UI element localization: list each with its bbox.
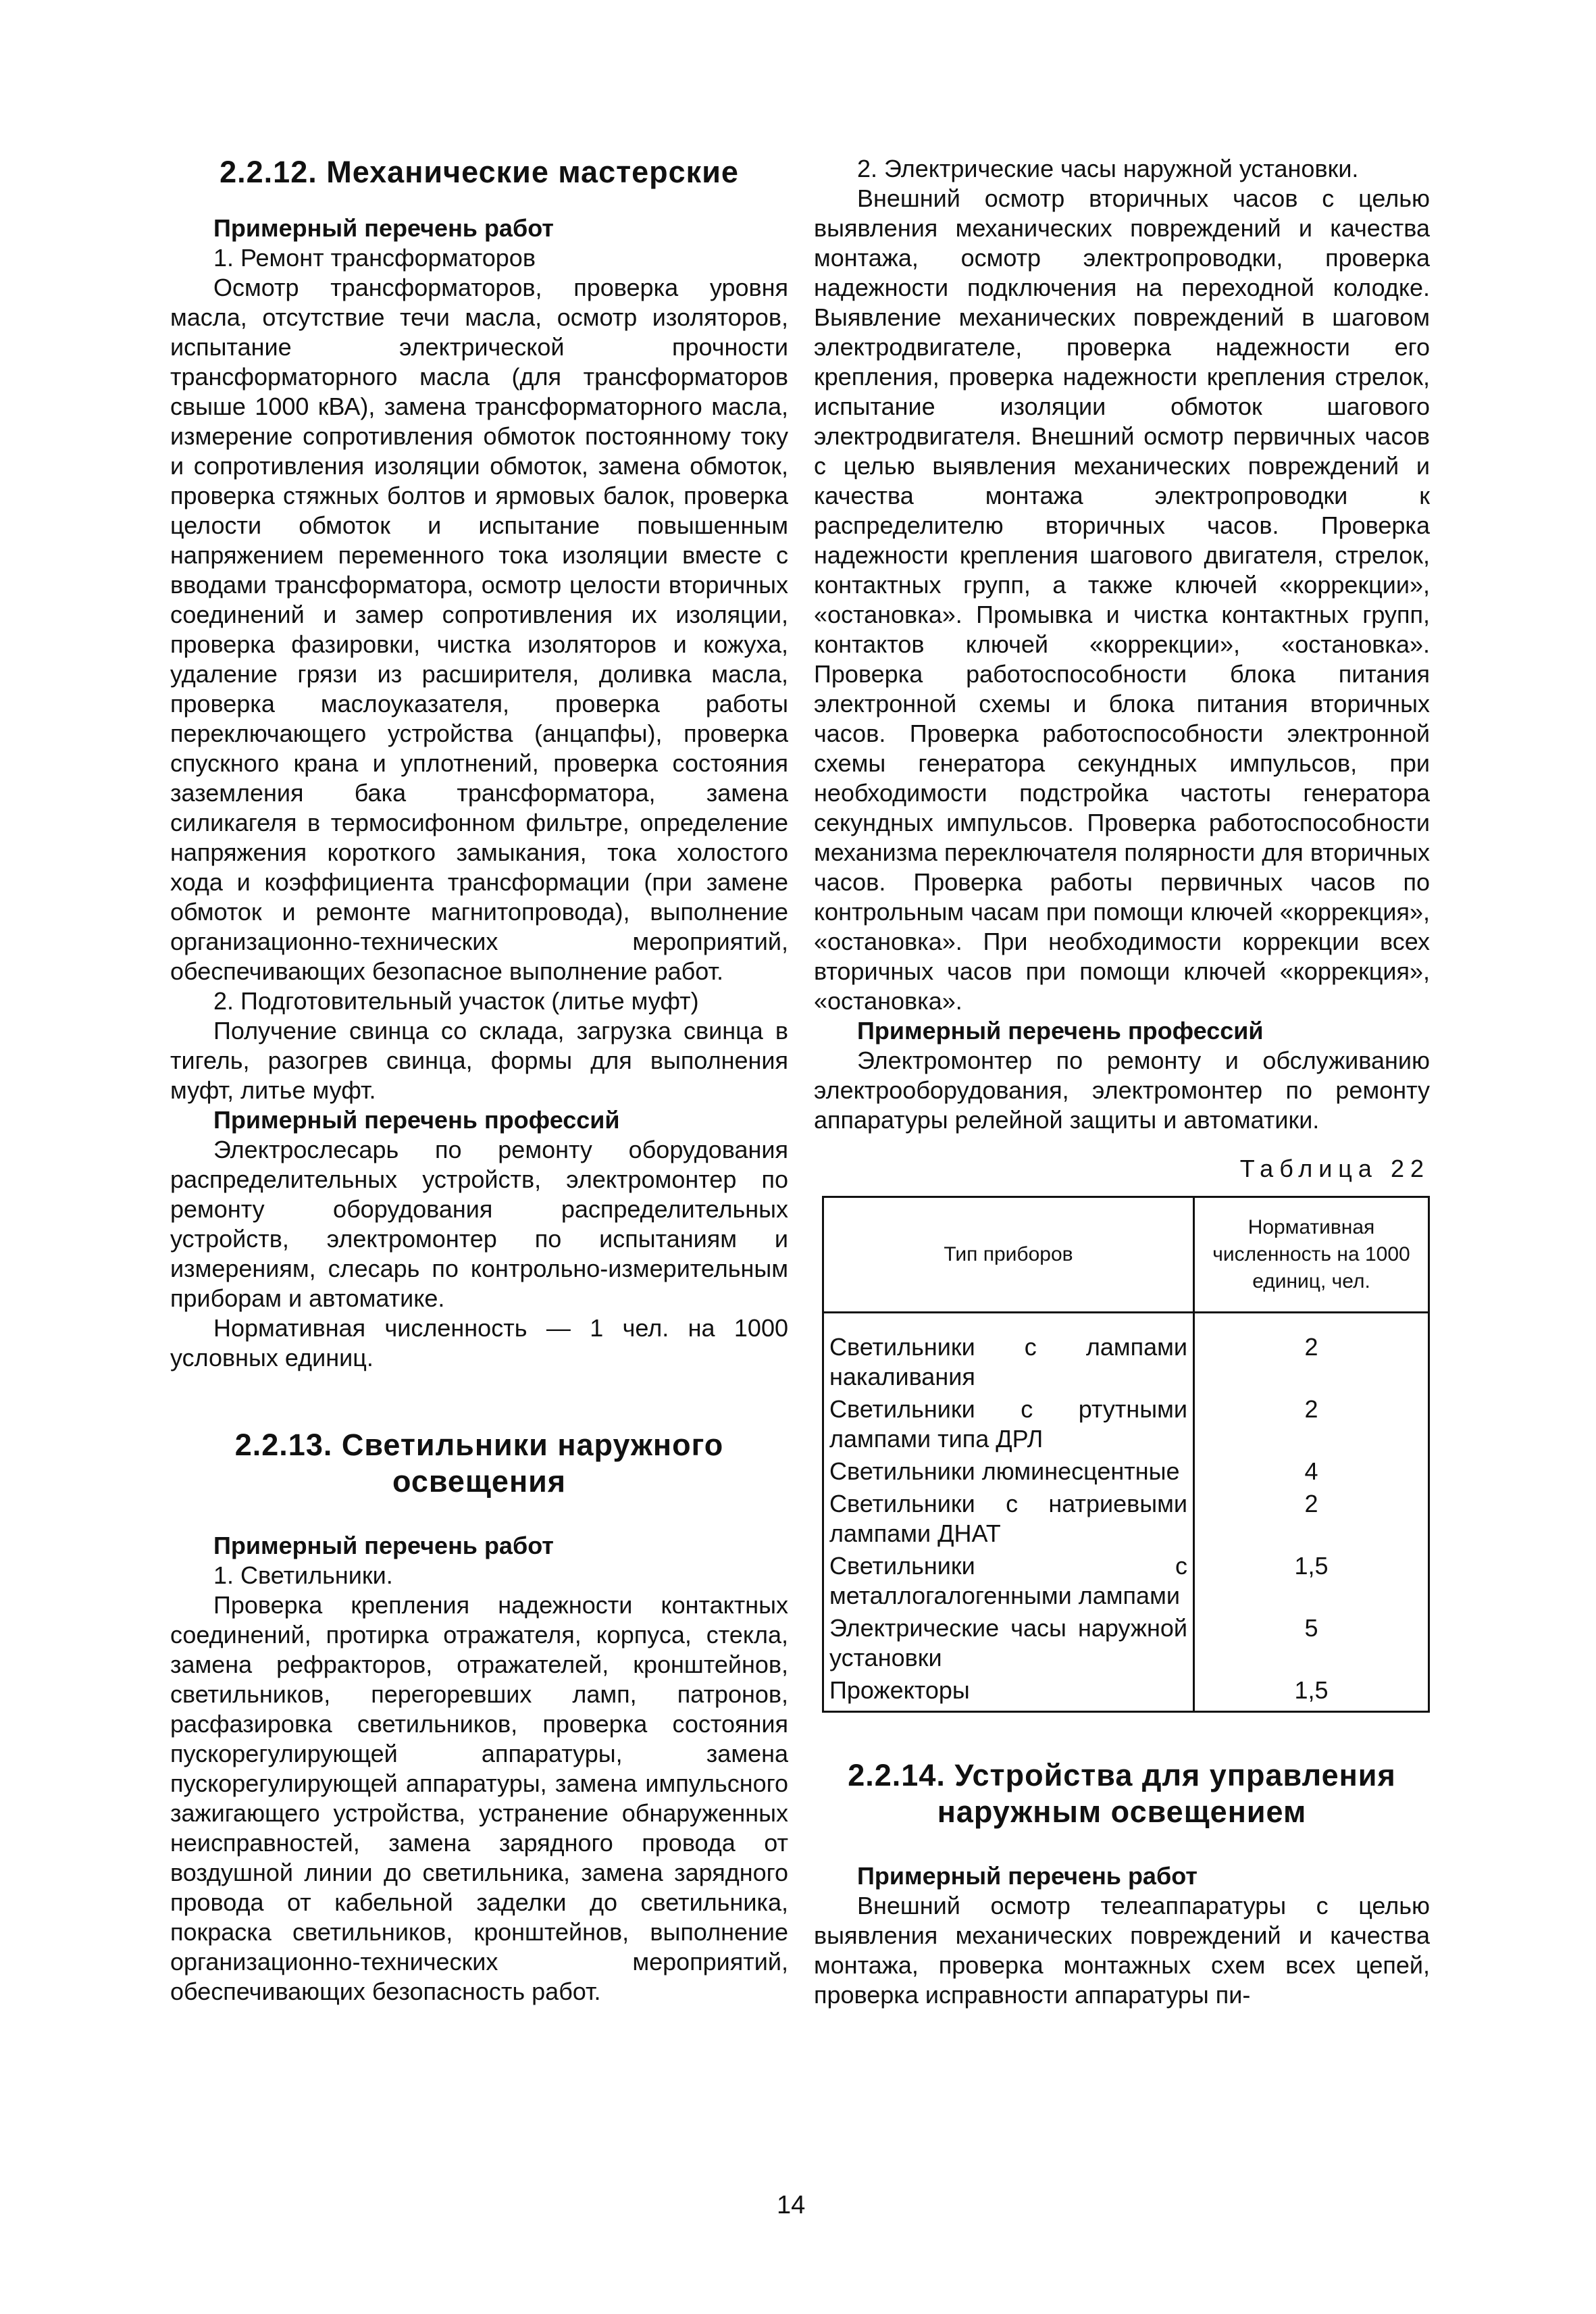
item-heading: 2. Электрические часы наружной установки.: [857, 155, 1359, 182]
col-header-norm: Нормативная численность на 1000 единиц, чел.: [1194, 1197, 1429, 1313]
table-row: [823, 1455, 1429, 1488]
section-2-2-13-title: [170, 1427, 788, 1500]
paragraph: Электромонтер по ремонту и обслуживанию электрооборудования, электромонтер по ремонту аппаратуры релейной защиты и автоматики.: [814, 1047, 1430, 1134]
norm-value: 2: [1194, 1313, 1429, 1394]
table-row: [823, 1488, 1429, 1550]
section-2-2-14-title: [814, 1757, 1430, 1830]
norm-paragraph: Нормативная численность — 1 чел. на 1000 условных единиц.: [170, 1314, 788, 1372]
item-heading: 1. Светильники.: [213, 1561, 393, 1589]
norm-value: 4: [1194, 1455, 1429, 1488]
device-type: Светильники с металлогалогенными лампами: [823, 1550, 1194, 1612]
table-caption: Таблица 22: [1239, 1155, 1430, 1182]
paragraph: Получение свинца со склада, загрузка свинца в тигель, разогрев свинца, формы для выполнения муфт, литье муфт.: [170, 1017, 788, 1104]
paragraph: Осмотр трансформаторов, проверка уровня масла, отсутствие течи масла, осмотр изоляторов, испытание электрической прочности трансформаторного масла (для трансформаторов свыше 1000 кВА), замена трансформаторного масла, измерение сопротивления обмоток постоянному току и сопротивления изоляции обмоток, замена обмоток, проверка стяжных болтов и ярмовых балок, проверка целости обмоток и испытание повышенным напряжением переменного тока изоляции вместе с вводами трансформатора, осмотр целости вторичных соединений и замер сопротивления их изоляции, проверка фазировки, чистка изоляторов и кожуха, удаление грязи из расширителя, доливка масла, проверка маслоуказателя, проверка работы переключающего устройства (анцапфы), проверка спускного крана и уплотнений, проверка состояния заземления бака трансформатора, замена силикагеля в термосифонном фильтре, определение напряжения короткого замыкания, тока холостого хода и коэффициента трансформации (при замене обмоток и ремонте магнитопровода), выполнение организационно-технических мероприятий, обеспечивающих безопасное выполнение работ.: [170, 274, 788, 985]
item-heading: 1. Ремонт трансформаторов: [213, 244, 536, 272]
item-heading: 2. Подготовительный участок (литье муфт): [213, 987, 699, 1015]
left-column: [170, 154, 788, 2007]
norm-value: 2: [1194, 1393, 1429, 1455]
table-row: [823, 1393, 1429, 1455]
paragraph: Внешний осмотр телеаппаратуры с целью выявления механических повреждений и качества монтажа, проверка монтажных схем всех цепей, проверка исправности аппаратуры пи-: [814, 1892, 1430, 2009]
title-line: наружным освещением: [937, 1794, 1307, 1829]
norm-value: 1,5: [1194, 1674, 1429, 1712]
professions-heading: Примерный перечень профессий: [857, 1017, 1264, 1045]
col-header-type: Тип приборов: [823, 1197, 1194, 1313]
table-row: [823, 1550, 1429, 1612]
paragraph: Внешний осмотр вторичных часов с целью выявления механических повреждений и качества монтажа, осмотр электропроводки, проверка надежности подключения на переходной колодке. Выявление механических повреждений в шаговом электродвигателе, проверка надежности его крепления, проверка надежности крепления стрелок, испытание изоляции обмоток шагового электродвигателя. Внешний осмотр первичных часов с целью выявления механических повреждений и качества монтажа электропроводки к распределителю вторичных часов. Проверка надежности крепления шагового двигателя, стрелок, контактных групп, а также ключей «коррекции», «остановка». Промывка и чистка контактных групп, контактов ключей «коррекции», «остановка». Проверка работоспособности блока питания электронной схемы и блока питания вторичных часов. Проверка работоспособности электронной схемы генератора секундных импульсов, при необходимости подстройка частоты генератора секундных импульсов. Проверка работоспособности механизма переключателя полярности для вторичных часов. Проверка работы первичных часов по контрольным часам при помощи ключей «коррекция», «остановка». При необходимости коррекции всех вторичных часов при помощи ключей «коррекция», «остановка».: [814, 184, 1430, 1015]
device-type: Электрические часы наружной установки: [823, 1612, 1194, 1674]
paragraph: Проверка крепления надежности контактных соединений, протирка отражателя, корпуса, стекла, замена рефракторов, отражателей, кронштейнов, светильников, перегоревших ламп, патронов, расфазировка светильников, проверка состояния пускорегулирующей аппаратуры, замена пускорегулирующей аппаратуры, замена импульсного зажигающего устройства, устранение обнаруженных неисправностей, замена зарядного провода от воздушной линии до светильника, замена зарядного провода от кабельной заделки до светильника, покраска светильников, кронштейнов, выполнение организационно-технических мероприятий, обеспечивающих безопасность работ.: [170, 1591, 788, 2005]
device-type: Светильники с ртутными лампами типа ДРЛ: [823, 1393, 1194, 1455]
page-number: 14: [777, 2191, 806, 2219]
table-row: [823, 1612, 1429, 1674]
table-row: [823, 1313, 1429, 1394]
table-header-row: [823, 1197, 1429, 1313]
norm-value: 5: [1194, 1612, 1429, 1674]
works-list-heading: Примерный перечень работ: [857, 1862, 1198, 1890]
title-line: 2.2.13. Светильники наружного: [234, 1428, 724, 1462]
table-row: [823, 1674, 1429, 1712]
device-type: Прожекторы: [823, 1674, 1194, 1712]
paragraph: Электрослесарь по ремонту оборудования распределительных устройств, электромонтер по ремонту оборудования распределительных устройств, электромонтер по испытаниям и измерениям, слесарь по контрольно-измерительным приборам и автоматике.: [170, 1136, 788, 1312]
title-line: освещения: [392, 1464, 567, 1499]
works-list-heading: Примерный перечень работ: [213, 214, 554, 242]
table-22: [822, 1196, 1430, 1713]
device-type: Светильники с лампами накаливания: [823, 1313, 1194, 1394]
section-2-2-12-title: 2.2.12. Механические мастерские: [220, 155, 739, 189]
professions-heading: Примерный перечень профессий: [213, 1106, 620, 1134]
norm-value: 1,5: [1194, 1550, 1429, 1612]
works-list-heading: Примерный перечень работ: [213, 1532, 554, 1559]
right-column: [814, 154, 1430, 2010]
device-type: Светильники люминесцентные: [823, 1455, 1194, 1488]
title-line: 2.2.14. Устройства для управления: [848, 1758, 1396, 1792]
norm-value: 2: [1194, 1488, 1429, 1550]
device-type: Светильники с натриевыми лампами ДНАТ: [823, 1488, 1194, 1550]
